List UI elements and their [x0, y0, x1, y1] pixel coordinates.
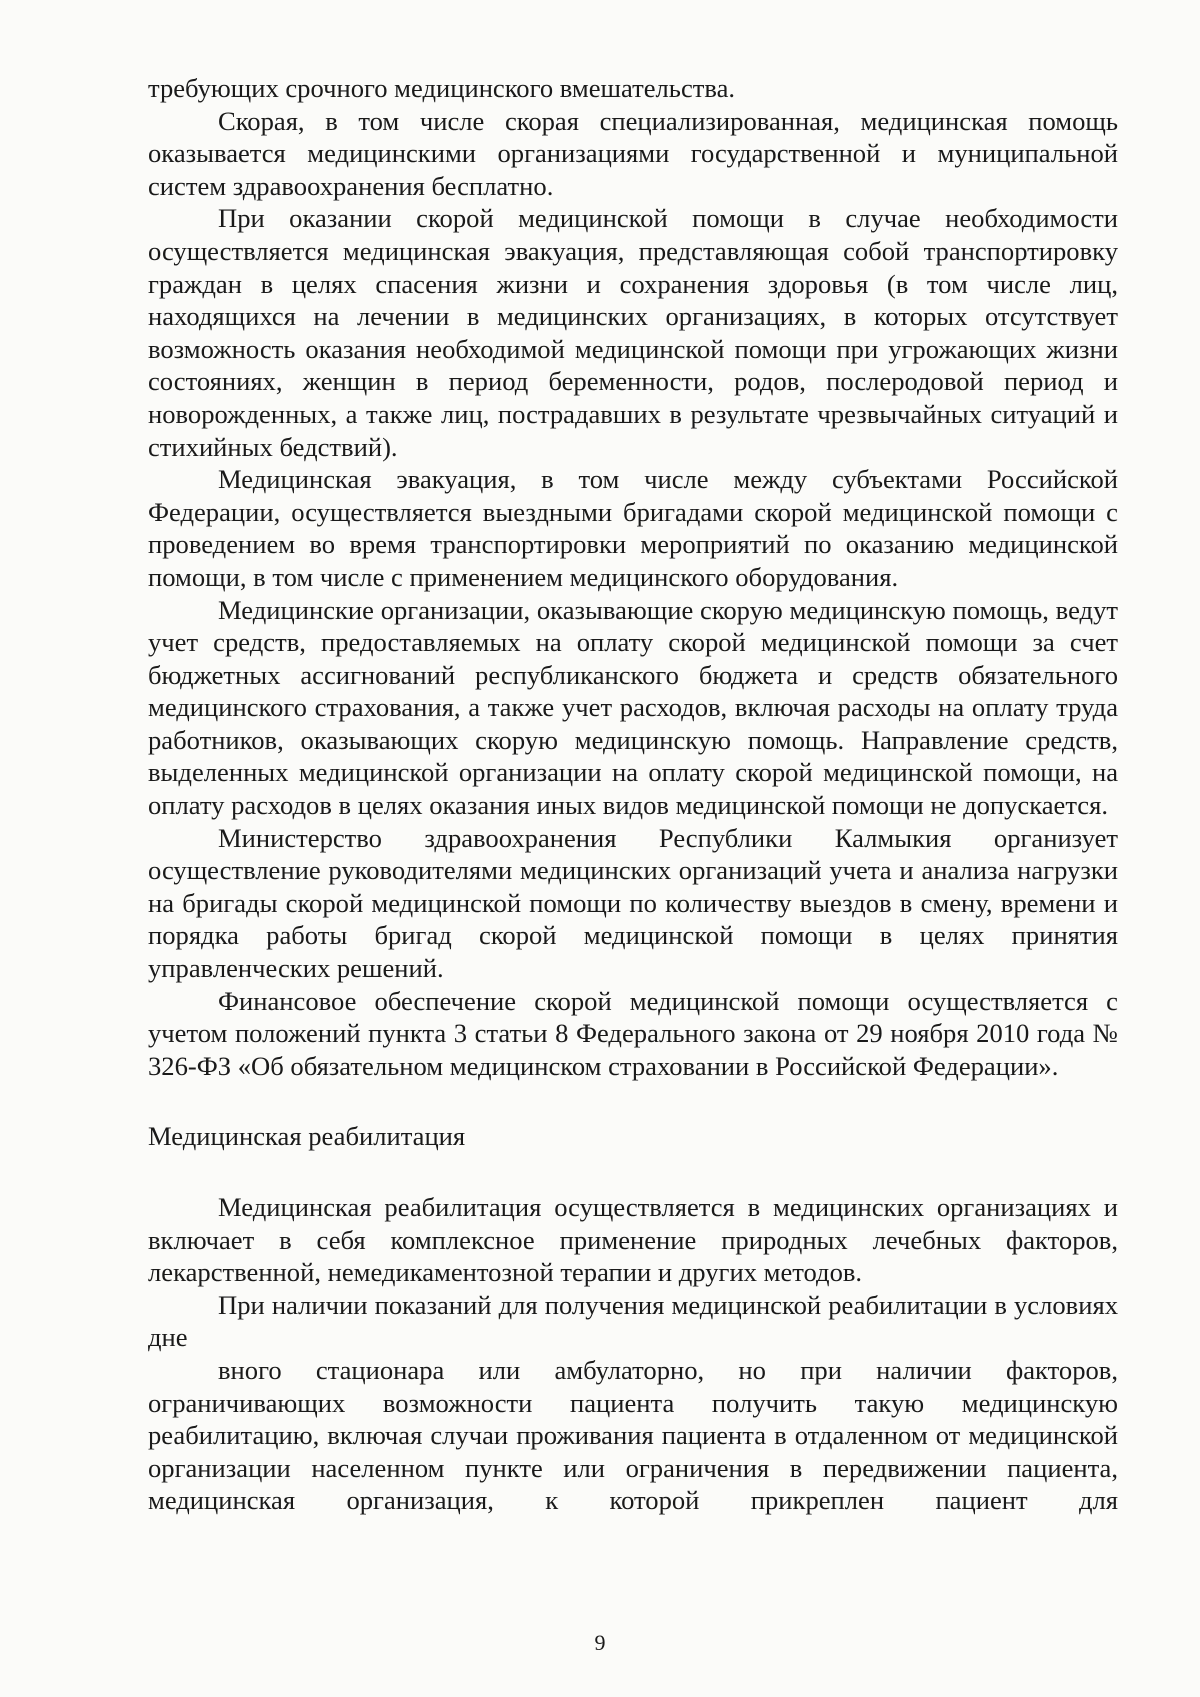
paragraph: При оказании скорой медицинской помощи в случае необходимости осуществляется медицинская эвакуация, представляющая собой транспортировку граждан в целях спасения жизни и сохранения здоровья (в том числе лиц, находящихся на лечении в медицинских организациях, в которых отсутствует возможность оказания необходимой медицинской помощи при угрожающих жизни состояниях, женщин в период беременности, родов, послеродовой период и новорожденных, а также лиц, пострадавших в результате чрезвычайных ситуаций и стихийных бедствий).	[148, 203, 1118, 462]
paragraph: Медицинская эвакуация, в том числе между субъектами Российской Федерации, осуществляется выездными бригадами скорой медицинской помощи с проведением во время транспортировки мероприятий по оказанию медицинской помощи, в том числе с применением медицинского оборудования.	[148, 464, 1118, 592]
paragraph: Скорая, в том числе скорая специализированная, медицинская помощь оказывается медицинскими организациями государственной и муниципальной систем здравоохранения бесплатно.	[148, 105, 1118, 201]
paragraph: вного стационара или амбулаторно, но при наличии факторов, ограничивающих возможности пациента получить такую медицинскую реабилитацию, включая случаи проживания пациента в отдаленном от медицинской организации населенном пункте или ограничения в передвижении пациента, медицинская организация, к которой прикреплен пациент для	[148, 1354, 1118, 1516]
paragraph: Медицинские организации, оказывающие скорую медицинскую помощь, ведут учет средств, предоставляемых на оплату скорой медицинской помощи за счет бюджетных ассигнований республиканского бюджета и средств обязательного медицинского страхования, а также учет расходов, включая расходы на оплату труда работников, оказывающих скорую медицинскую помощь. Направление средств, выделенных медицинской организации на оплату скорой медицинской помощи, на оплату расходов в целях оказания иных видов медицинской помощи не допускается.	[148, 594, 1118, 821]
document-body	[148, 72, 1118, 1517]
paragraph: Финансовое обеспечение скорой медицинской помощи осуществляется с учетом положений пункта 3 статьи 8 Федерального закона от 29 ноября 2010 года № 326-ФЗ «Об обязательном медицинском страховании в Российской Федерации».	[148, 985, 1118, 1081]
section-heading: Медицинская реабилитация	[148, 1121, 466, 1152]
paragraph: При наличии показаний для получения медицинской реабилитации в условиях дне	[148, 1289, 1118, 1353]
page-number: 9	[594, 1630, 606, 1655]
paragraph: Министерство здравоохранения Республики Калмыкия организует осуществление руководителями медицинских организаций учета и анализа нагрузки на бригады скорой медицинской помощи по количеству выездов в смену, времени и порядка работы бригад скорой медицинской помощи в целях принятия управленческих решений.	[148, 822, 1118, 984]
paragraph: Медицинская реабилитация осуществляется в медицинских организациях и включает в себя комплексное применение природных лечебных факторов, лекарственной, немедикаментозной терапии и других методов.	[148, 1192, 1118, 1288]
paragraph: требующих срочного медицинского вмешательства.	[148, 73, 736, 103]
